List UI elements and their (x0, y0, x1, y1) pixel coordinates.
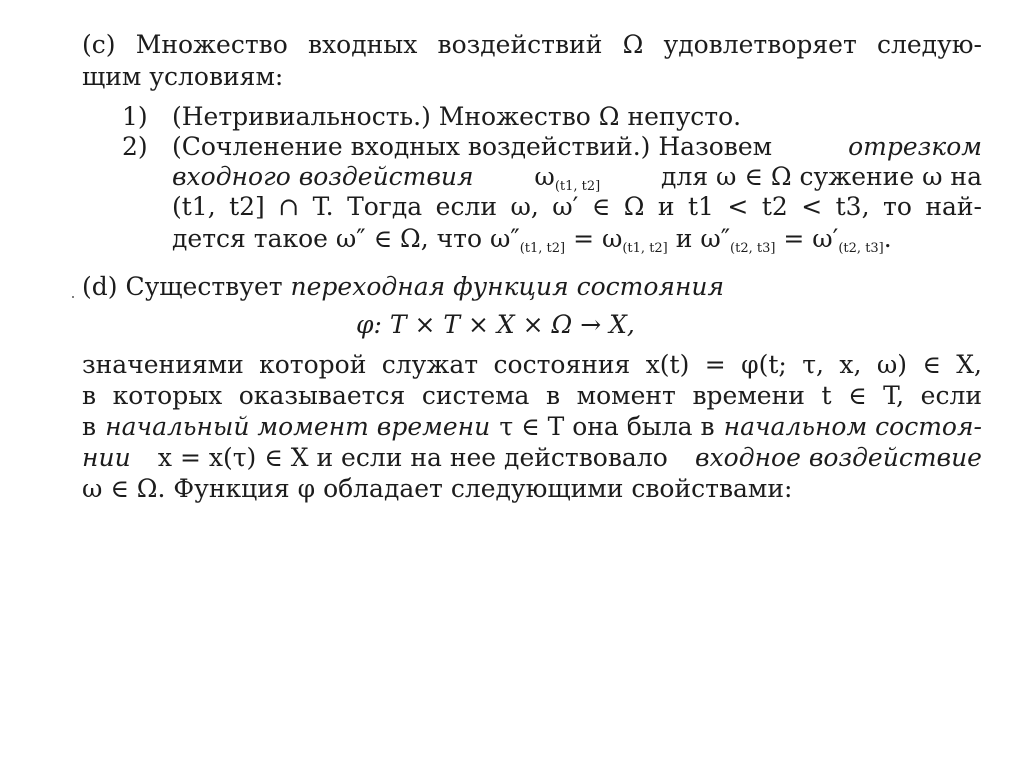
margin-mark (72, 296, 74, 298)
section-d-line-7: ω ∈ Ω. Функция φ обладает следующими свойствами: (82, 474, 793, 503)
item-2-omega-restricted: $\omega_{(t1, t2]}$ (534, 162, 601, 194)
transition-formula: φ: T × T × X × Ω → X, (356, 310, 635, 339)
section-d-line-1: (d) Существует переходная функция состояния (82, 272, 725, 301)
item-2-line-2-rest: для ω ∈ Ω сужение ω на (661, 162, 982, 191)
item-2-term-input: входного воздействия (172, 162, 474, 191)
item-1-number: 1) (122, 102, 148, 131)
term-transition-function: переходная функция состояния (290, 272, 725, 301)
item-2-line-1-text: (Сочленение входных воздействий.) Назовем (172, 132, 773, 161)
item-2-line-3: (t1, t2] ∩ T. Тогда если ω, ω′ ∈ Ω и t1 < t2 < t3, то най- (172, 192, 982, 221)
item-2-number: 2) (122, 132, 148, 161)
section-d-line-3: значениями которой служат состояния x(t) = φ(t; τ, x, ω) ∈ X, (82, 350, 982, 379)
item-2-term-segment: отрезком (848, 132, 982, 161)
section-c-line-1: (c) Множество входных воздействий Ω удовлетворяет следую- (82, 30, 982, 59)
item-1-text: (Нетривиальность.) Множество Ω непусто. (172, 102, 742, 131)
section-c-line-2: щим условиям: (82, 62, 284, 91)
term-input-action: входное воздействие (695, 443, 982, 472)
section-d-line-5: в начальный момент времени τ ∈ T она была в начальном состоя- (82, 412, 982, 441)
item-2-line-1 (172, 132, 982, 162)
term-initial-state: начальном состоя- (723, 412, 982, 441)
item-2-line-4: дется такое ω″ ∈ Ω, что $\omega''_{(t1, t2]} = \omega_{(t1, t2]}$ и $\omega''_{(t2, t3]} = \omega'_{(t2, t3]}$. (172, 224, 892, 256)
item-2-line-2 (172, 162, 982, 192)
section-d-line-6: нии x = x(τ) ∈ X и если на нее действовало входное воздействие (82, 443, 982, 472)
term-initial-moment: начальный момент времени (105, 412, 491, 441)
section-d-line-4: в которых оказывается система в момент времени t ∈ T, если (82, 381, 982, 410)
